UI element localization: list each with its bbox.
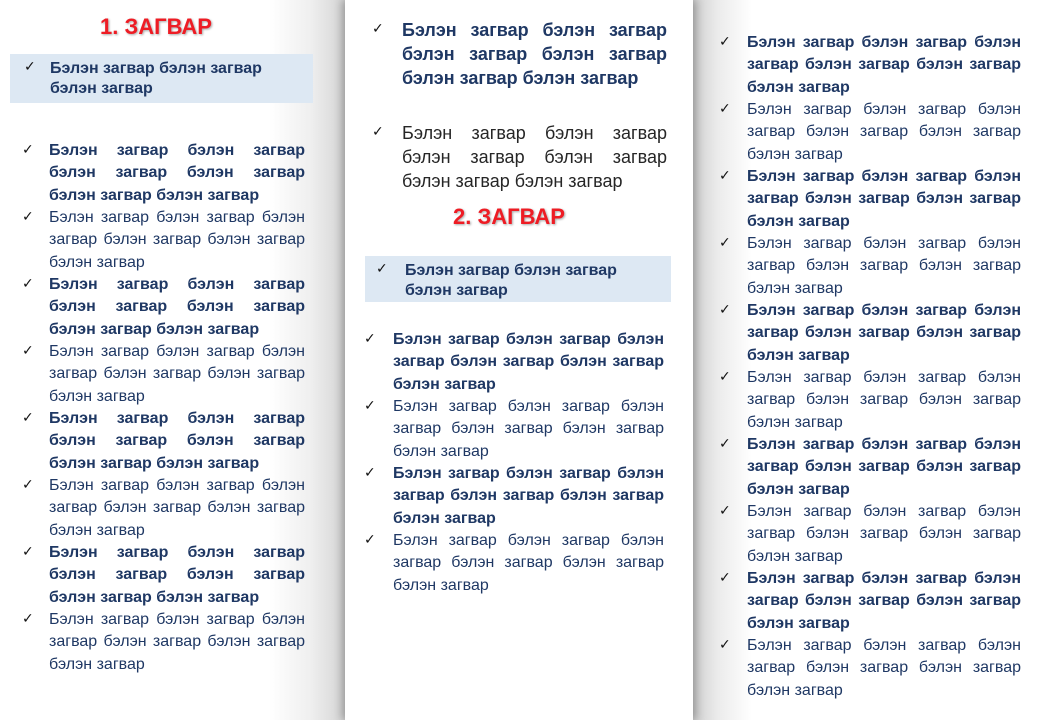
checkmark-icon: ✓ (719, 570, 731, 586)
highlight-box (10, 54, 313, 103)
bullet-text: Бэлэн загвар бэлэн загвар бэлэн загвар бэлэн загвар бэлэн загвар бэлэн загвар (49, 209, 305, 271)
section-heading-2: 2. ЗАГВАР (453, 204, 565, 229)
bullet-text-bold: Бэлэн загвар бэлэн загвар бэлэн загвар бэлэн загвар бэлэн загвар бэлэн загвар (393, 331, 664, 393)
bullet-text: Бэлэн загвар бэлэн загвар бэлэн загвар бэлэн загвар бэлэн загвар бэлэн загвар (747, 503, 1021, 565)
checkmark-icon: ✓ (719, 369, 731, 385)
checkmark-icon: ✓ (364, 331, 376, 347)
checkmark-icon: ✓ (22, 477, 34, 493)
bullet-text: Бэлэн загвар бэлэн загвар бэлэн загвар бэлэн загвар бэлэн загвар бэлэн загвар (402, 123, 667, 191)
bullet-text-bold: Бэлэн загвар бэлэн загвар бэлэн загвар бэлэн загвар бэлэн загвар бэлэн загвар (747, 570, 1021, 632)
bullet-text-bold: Бэлэн загвар бэлэн загвар бэлэн загвар бэлэн загвар бэлэн загвар бэлэн загвар (747, 168, 1021, 230)
bullet-text-bold: Бэлэн загвар бэлэн загвар бэлэн загвар бэлэн загвар бэлэн загвар бэлэн загвар (49, 276, 305, 338)
bullet-text: Бэлэн загвар бэлэн загвар бэлэн загвар бэлэн загвар бэлэн загвар бэлэн загвар (747, 637, 1021, 699)
checkmark-icon: ✓ (22, 544, 34, 560)
checkmark-icon: ✓ (22, 209, 34, 225)
checkmark-icon: ✓ (364, 532, 376, 548)
checkmark-icon: ✓ (376, 261, 388, 277)
bullet-text: Бэлэн загвар бэлэн загвар бэлэн загвар бэлэн загвар бэлэн загвар бэлэн загвар (393, 398, 664, 460)
checkmark-icon: ✓ (22, 611, 34, 627)
bullet-text-bold: Бэлэн загвар бэлэн загвар бэлэн загвар бэлэн загвар бэлэн загвар бэлэн загвар (402, 20, 667, 88)
center-panel (345, 0, 693, 720)
checkmark-icon: ✓ (372, 124, 384, 140)
checkmark-icon: ✓ (719, 503, 731, 519)
bullet-text: Бэлэн загвар бэлэн загвар бэлэн загвар бэлэн загвар бэлэн загвар бэлэн загвар (747, 101, 1021, 163)
section-heading-1: 1. ЗАГВАР (100, 14, 212, 39)
bullet-text-bold: Бэлэн загвар бэлэн загвар бэлэн загвар бэлэн загвар бэлэн загвар бэлэн загвар (747, 34, 1021, 96)
left-panel (0, 0, 345, 720)
checkmark-icon: ✓ (719, 101, 731, 117)
bullet-text-bold: Бэлэн загвар бэлэн загвар бэлэн загвар бэлэн загвар бэлэн загвар бэлэн загвар (49, 410, 305, 472)
bullet-text: Бэлэн загвар бэлэн загвар бэлэн загвар бэлэн загвар бэлэн загвар бэлэн загвар (49, 343, 305, 405)
checkmark-icon: ✓ (719, 168, 731, 184)
checkmark-icon: ✓ (22, 343, 34, 359)
bullet-text: Бэлэн загвар бэлэн загвар бэлэн загвар бэлэн загвар бэлэн загвар бэлэн загвар (747, 369, 1021, 431)
highlight-text: Бэлэн загвар бэлэн загвар бэлэн загвар (50, 60, 262, 97)
checkmark-icon: ✓ (372, 21, 384, 37)
checkmark-icon: ✓ (364, 398, 376, 414)
checkmark-icon: ✓ (719, 302, 731, 318)
bullet-text-bold: Бэлэн загвар бэлэн загвар бэлэн загвар бэлэн загвар бэлэн загвар бэлэн загвар (747, 436, 1021, 498)
bullet-text: Бэлэн загвар бэлэн загвар бэлэн загвар бэлэн загвар бэлэн загвар бэлэн загвар (49, 477, 305, 539)
checkmark-icon: ✓ (22, 410, 34, 426)
checkmark-icon: ✓ (719, 436, 731, 452)
bullet-text-bold: Бэлэн загвар бэлэн загвар бэлэн загвар бэлэн загвар бэлэн загвар бэлэн загвар (393, 465, 664, 527)
checkmark-icon: ✓ (364, 465, 376, 481)
bullet-text-bold: Бэлэн загвар бэлэн загвар бэлэн загвар бэлэн загвар бэлэн загвар бэлэн загвар (747, 302, 1021, 364)
highlight-box (365, 256, 671, 302)
highlight-text: Бэлэн загвар бэлэн загвар бэлэн загвар (405, 262, 617, 299)
bullet-text: Бэлэн загвар бэлэн загвар бэлэн загвар бэлэн загвар бэлэн загвар бэлэн загвар (393, 532, 664, 594)
bullet-text: Бэлэн загвар бэлэн загвар бэлэн загвар бэлэн загвар бэлэн загвар бэлэн загвар (49, 611, 305, 673)
checkmark-icon: ✓ (22, 142, 34, 158)
bullet-text-bold: Бэлэн загвар бэлэн загвар бэлэн загвар бэлэн загвар бэлэн загвар бэлэн загвар (49, 544, 305, 606)
bullet-text: Бэлэн загвар бэлэн загвар бэлэн загвар бэлэн загвар бэлэн загвар бэлэн загвар (747, 235, 1021, 297)
right-panel (693, 0, 1040, 720)
bullet-text-bold: Бэлэн загвар бэлэн загвар бэлэн загвар бэлэн загвар бэлэн загвар бэлэн загвар (49, 142, 305, 204)
checkmark-icon: ✓ (22, 276, 34, 292)
checkmark-icon: ✓ (24, 59, 36, 75)
checkmark-icon: ✓ (719, 637, 731, 653)
checkmark-icon: ✓ (719, 34, 731, 50)
checkmark-icon: ✓ (719, 235, 731, 251)
